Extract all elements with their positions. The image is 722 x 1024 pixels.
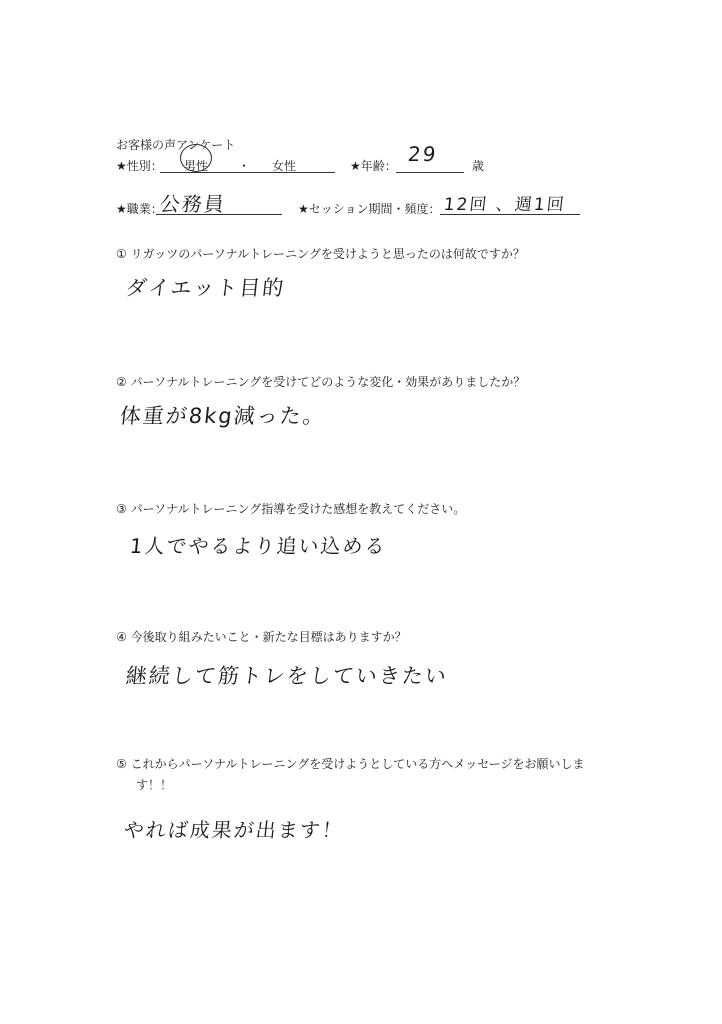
- answer-2: 体重が8kg減った。: [118, 404, 328, 428]
- gender-option-female: 女性: [272, 159, 297, 173]
- job-underline: [156, 214, 282, 215]
- age-unit: 歳: [472, 159, 485, 173]
- age-value: 29: [406, 142, 439, 166]
- session-underline: [440, 214, 580, 215]
- gender-separator: ・: [238, 159, 251, 173]
- question-3: ③ パーソナルトレーニング指導を受けた感想を教えてください。: [116, 502, 466, 516]
- age-label: ★年齢：: [350, 159, 397, 173]
- gender-label: ★性別：: [116, 159, 163, 173]
- session-value: 12回 、週1回: [442, 195, 567, 215]
- question-5-line-1: ⑤ これからパーソナルトレーニングを受けようとしている方へメッセージをお願いしま: [116, 757, 585, 771]
- question-2: ② パーソナルトレーニングを受けてどのような変化・効果がありましたか？: [116, 375, 526, 389]
- job-label: ★職業：: [116, 202, 163, 216]
- question-5-line-2: す！！: [136, 778, 173, 792]
- answer-4: 継続して筋トレをしていきたい: [124, 664, 450, 688]
- age-underline: [396, 172, 464, 173]
- selection-circle: [180, 144, 212, 172]
- answer-1: ダイエット目的: [124, 276, 287, 300]
- form-title: お客様の声アンケート: [116, 138, 236, 152]
- gender-underline: [160, 172, 335, 173]
- gender-option-male: 男性: [184, 159, 209, 173]
- answer-5: やれば成果が出ます！: [122, 818, 346, 842]
- session-label: ★セッション期間・頻度：: [298, 202, 441, 216]
- question-1: ① リガッツのパーソナルトレーニングを受けようと思ったのは何故ですか？: [116, 247, 525, 261]
- job-value: 公務員: [158, 192, 228, 216]
- answer-3: 1人でやるより追い込める: [128, 534, 388, 558]
- question-4: ④ 今後取り組みたいこと・新たな目標はありますか？: [116, 630, 407, 644]
